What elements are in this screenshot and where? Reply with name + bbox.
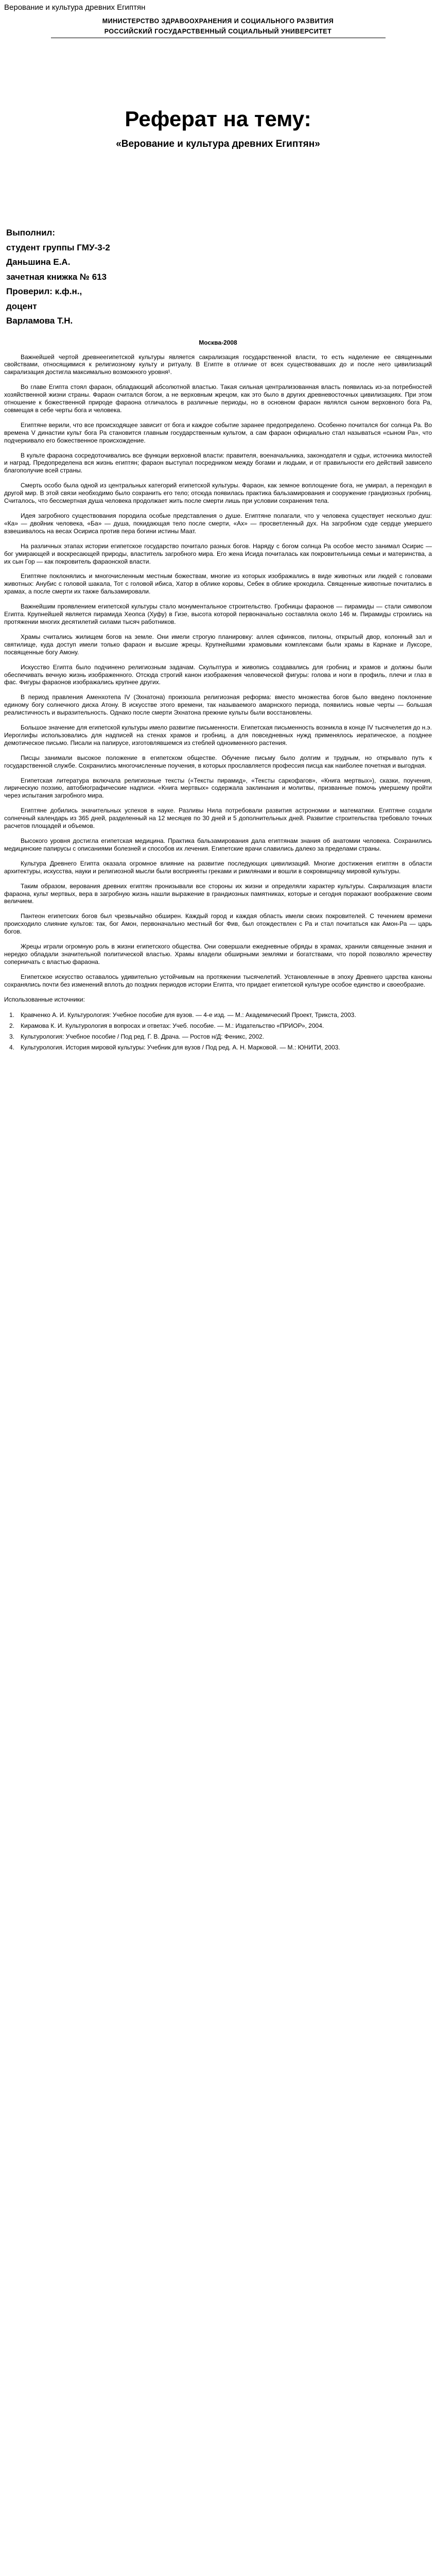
source-item xyxy=(9,1033,432,1041)
author-block xyxy=(6,226,436,329)
body-paragraph: Искусство Египта было подчинено религиозным задачам. Скульптура и живопись создавались для гробниц и храмов и должны были обеспечивать вечную жизнь изображенного. Отсюда строгий канон изображения человеческой фигуры: голова и ноги в профиль, плечи и глаз в фас. Фигуры фараонов изображались крупнее других. xyxy=(4,663,432,686)
source-item xyxy=(9,1022,432,1030)
body-paragraph: Писцы занимали высокое положение в египетском обществе. Обучение письму было долгим и трудным, но открывало путь к государственной службе. Сохранились многочисленные поучения, в которых прославляется профессия писца как наиболее почетная и выгодная. xyxy=(4,754,432,769)
body-paragraph: Идея загробного существования породила особые представления о душе. Египтяне полагали, что у человека существует несколько душ: «Ка» — двойник человека, «Ба» — душа, покидающая тело после смерти, «Ах» — просветленный дух. На загробном суде сердце умершего взвешивалось на весах Осириса против пера богини истины Маат. xyxy=(4,512,432,535)
body-paragraph: Важнейшим проявлением египетской культуры стало монументальное строительство. Гробницы фараонов — пирамиды — стали символом Египта. Крупнейшей является пирамида Хеопса (Хуфу) в Гизе, высота которой первоначально составляла около 146 м. Пирамиды строились на протяжении многих десятилетий силами тысяч работников. xyxy=(4,603,432,625)
university-line: РОССИЙСКИЙ ГОСУДАРСТВЕННЫЙ СОЦИАЛЬНЫЙ УНИВЕРСИТЕТ xyxy=(104,28,332,35)
body-paragraph: Культура Древнего Египта оказала огромное влияние на развитие последующих цивилизаций. Многие достижения египтян в области архитектуры, искусства, науки и религиозной мысли были восприняты греками и римлянами и вошли в сокровищницу мировой культуры. xyxy=(4,859,432,875)
source-text: Культурология: Учебное пособие / Под ред. Г. В. Драча. — Ростов н/Д: Феникс, 2002. xyxy=(21,1032,265,1040)
record-book-number: зачетная книжка № 613 xyxy=(6,272,107,282)
checked-by-label: Проверил: к.ф.н., xyxy=(6,286,82,296)
source-number: 1. xyxy=(9,1011,15,1019)
body-paragraph: Египтяне добились значительных успехов в науке. Разливы Нила потребовали развития астрономии и математики. Египтяне создали солнечный календарь из 365 дней, разделенный на 12 месяцев по 30 дней и 5 дополнительных дней. Развитие строительства требовало точных расчетов площадей и объемов. xyxy=(4,807,432,830)
source-number: 4. xyxy=(9,1043,15,1051)
body-paragraph: В период правления Аменхотепа IV (Эхнатона) произошла религиозная реформа: вместо множества богов было введено поклонение единому богу солнечного диска Атону. В искусстве этого времени, так называемого амарнского периода, появились новые черты — большая реалистичность и выразительность. Однако после смерти Эхнатона прежние культы были восстановлены. xyxy=(4,693,432,717)
checker-name: Варламова Т.Н. xyxy=(6,316,73,326)
student-name: Даньшина Е.А. xyxy=(6,257,71,267)
body-paragraph: Пантеон египетских богов был чрезвычайно обширен. Каждый город и каждая область имели своих покровителей. С течением времени происходило слияние культов: так, бог Амон, первоначально местный бог Фив, был отождествлен с Ра и стал почитаться как Амон-Ра — царь богов. xyxy=(4,912,432,936)
body-paragraph: Египтяне верили, что все происходящее зависит от бога и каждое событие заранее предопределено. Особенно почитался бог солнца Ра. Во времена V династии культ бога Ра становится главным государственным культом, а сам фараон официально стал называться «сыном Ра», что подчеркивало его божественное происхождение. xyxy=(4,421,432,444)
document-title: Верование и культура древних Египтян xyxy=(4,3,146,12)
source-number: 2. xyxy=(9,1022,15,1029)
source-text: Кравченко А. И. Культурология: Учебное пособие для вузов. — 4-е изд. — М.: Академический Проект, Трикста, 2003. xyxy=(21,1011,356,1019)
ministry-line: МИНИСТЕРСТВО ЗДРАВООХРАНЕНИЯ И СОЦИАЛЬНОГО РАЗВИТИЯ xyxy=(102,18,334,25)
body-paragraph: Высокого уровня достигла египетская медицина. Практика бальзамирования дала египтянам знания об анатомии человека. Сохранились медицинские папирусы с описаниями болезней и способов их лечения. Египетские врачи славились далеко за пределами страны. xyxy=(4,837,432,852)
body-paragraph: Во главе Египта стоял фараон, обладающий абсолютной властью. Такая сильная централизованная власть появилась из-за потребностей хозяйственной жизни страны. Фараон считался богом, а не верховным жрецом, как это было в других древневосточных цивилизациях. При этом отношение к божественной природе фараона отличалось в различные периоды, но в основном фараон являлся сыном верховного бога Ра, совмещая в себе черты бога и человека. xyxy=(4,383,432,414)
body-paragraph: Таким образом, верования древних египтян пронизывали все стороны их жизни и определяли характер культуры. Сакрализация власти фараона, культ мертвых, вера в загробную жизнь нашли выражение в грандиозных памятниках, которые и сегодня поражают воображение своим величием. xyxy=(4,882,432,905)
source-number: 3. xyxy=(9,1032,15,1040)
source-item xyxy=(9,1044,432,1052)
performed-by-label: Выполнил: xyxy=(6,228,56,238)
referat-title: Реферат на тему: xyxy=(125,107,311,131)
body-paragraph: Важнейшей чертой древнеегипетской культуры является сакрализация государственной власти, то есть наделение ее священными свойствами, относящимися к религиозному культу и ритуалу. В Египте в отличие от всех существовавших до и после него цивилизаций сакрализация достигла максимально возможного уровня¹. xyxy=(4,353,432,376)
body-paragraph: Египтяне поклонялись и многочисленным местным божествам, многие из которых изображались в виде животных или людей с головами животных: Анубис с головой шакала, Тот с головой ибиса, Хатор в облике коровы, Себек в облике крокодила. Священные животные почитались в храмах, а после смерти их также бальзамировали. xyxy=(4,572,432,596)
body-text xyxy=(0,353,436,989)
source-text: Кирамова К. И. Культурология в вопросах и ответах: Учеб. пособие. — М.: Издательство «ПРИОР», 2004. xyxy=(21,1022,324,1029)
body-paragraph: В культе фараона сосредоточивались все функции верховной власти: правителя, военачальника, законодателя и судьи, источника милостей и наград. Предопределена вся жизнь египтян; фараон выступал посредником между богами и людьми, и от правильности его действий зависело благополучие всей страны. xyxy=(4,451,432,474)
student-group: студент группы ГМУ-3-2 xyxy=(6,242,110,252)
checker-position: доцент xyxy=(6,301,37,311)
sources-list xyxy=(0,1011,436,1052)
source-item xyxy=(9,1011,432,1019)
body-paragraph: Египетское искусство оставалось удивительно устойчивым на протяжении тысячелетий. Установленные в эпоху Древнего царства каноны сохранялись почти без изменений вплоть до поздних периодов истории Египта, что придает египетской культуре особое единство и своеобразие. xyxy=(4,973,432,988)
ministry-header xyxy=(0,16,436,37)
body-paragraph: Жрецы играли огромную роль в жизни египетского общества. Они совершали ежедневные обряды в храмах, хранили священные знания и нередко обладали значительной политической властью. Храмы владели обширными землями и богатствами, что порой позволяло жречеству соперничать с властью фараона. xyxy=(4,943,432,965)
body-paragraph: Большое значение для египетской культуры имело развитие письменности. Египетская письменность возникла в конце IV тысячелетия до н.э. Иероглифы использовались для надписей на стенах храмов и гробниц, а для повседневных нужд применялось иератическое, а позднее демотическое письмо. Писали на папирусе, изготовлявшемся из стеблей одноименного растения. xyxy=(4,724,432,747)
referat-topic: «Верование и культура древних Египтян» xyxy=(116,139,320,149)
body-paragraph: Храмы считались жилищем богов на земле. Они имели строгую планировку: аллея сфинксов, пилоны, открытый двор, колонный зал и святилище, куда доступ имели только фараон и высшие жрецы. Крупнейшими храмовыми комплексами были храмы в Карнаке и Луксоре, посвященные богу Амону. xyxy=(4,633,432,656)
source-text: Культурология. История мировой культуры: Учебник для вузов / Под ред. А. Н. Марковой. — М.: ЮНИТИ, 2003. xyxy=(21,1043,340,1051)
body-paragraph: На различных этапах истории египетское государство почитало разных богов. Наряду с богом солнца Ра особое место занимал Осирис — бог умирающей и воскресающей природы, властитель загробного мира. Его жена Исида почиталась как покровительница семьи и материнства, а их сын Гор — как покровитель фараонской власти. xyxy=(4,542,432,565)
city-year: Москва-2008 xyxy=(199,338,237,346)
body-paragraph: Египетская литература включала религиозные тексты («Тексты пирамид», «Тексты саркофагов», «Книга мертвых»), сказки, поучения, лирическую поэзию, автобиографические надписи. «Книга мертвых» содержала заклинания и молитвы, призванные помочь умершему пройти через испытания загробного мира. xyxy=(4,776,432,800)
body-paragraph: Смерть особо была одной из центральных категорий египетской культуры. Фараон, как земное воплощение бога, не умирал, а переходил в другой мир. В этой связи необходимо было сохранить его тело; отсюда появилась практика бальзамирования и сооружение грандиозных гробниц. Считалось, что бессмертная душа человека продолжает жить после смерти лишь при условии сохранения тела. xyxy=(4,482,432,505)
sources-heading: Использованные источники: xyxy=(4,995,85,1003)
